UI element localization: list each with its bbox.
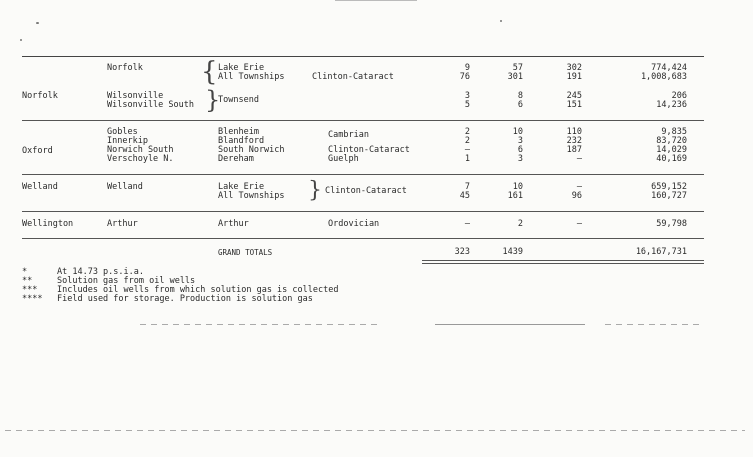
location-name: Lake Erie (218, 63, 265, 73)
col3-value: 96 (571, 191, 582, 201)
col3-value: – (576, 182, 582, 192)
faint-rule (5, 430, 745, 431)
footnote-mark: *** (22, 285, 38, 295)
district-name: Norfolk (22, 91, 58, 101)
district-name: Wellington (22, 219, 74, 229)
pool-name: Arthur (107, 219, 138, 229)
col2-value: 3 (517, 136, 523, 146)
col1-value: – (464, 145, 470, 155)
location-name: All Townships (218, 72, 285, 82)
col2-value: 161 (507, 191, 523, 201)
formation-name: Clinton-Cataract (328, 145, 410, 155)
formation-name: Clinton-Cataract (325, 186, 407, 196)
col2-value: 10 (512, 182, 523, 192)
col1-value: 7 (464, 182, 470, 192)
right-brace: } (205, 86, 221, 114)
col4-value: 83,720 (656, 136, 687, 146)
col3-value: 245 (566, 91, 582, 101)
footnote-text: Includes oil wells from which solution gas is collected (57, 285, 339, 295)
footnote-mark: **** (22, 294, 43, 304)
row-divider (22, 211, 704, 212)
col3-value: 302 (566, 63, 582, 73)
col3-value: 191 (566, 72, 582, 82)
col1-value: 1 (464, 154, 470, 164)
pool-name: Innerkip (107, 136, 148, 146)
col1-value: – (464, 219, 470, 229)
footnote-text: Field used for storage. Production is solution gas (57, 294, 313, 304)
col4-value: 14,029 (656, 145, 687, 155)
row-divider (22, 174, 704, 175)
total-col4: 16,167,731 (635, 247, 687, 257)
formation-name: Clinton-Cataract (312, 72, 394, 82)
col3-value: 187 (566, 145, 582, 155)
location-name: Blenheim (218, 127, 259, 137)
pool-name: Norfolk (107, 63, 143, 73)
row-divider (22, 238, 704, 239)
formation-name: Guelph (328, 154, 359, 164)
pool-name: Wilsonville (107, 91, 164, 101)
col4-value: 14,236 (656, 100, 687, 110)
col4-value: 1,008,683 (640, 72, 687, 82)
col4-value: 160,727 (651, 191, 687, 201)
grand-totals-label: GRAND TOTALS (218, 248, 273, 257)
totals-double-rule (422, 263, 704, 264)
location-name: All Townships (218, 191, 285, 201)
col1-value: 76 (459, 72, 470, 82)
scan-speck (500, 20, 502, 22)
scan-speck (20, 39, 22, 41)
col2-value: 6 (517, 145, 523, 155)
col4-value: 59,798 (656, 219, 687, 229)
faint-rule (140, 324, 380, 325)
formation-name: Cambrian (328, 130, 369, 140)
pool-name: Verschoyle N. (107, 154, 174, 164)
pool-name: Welland (107, 182, 143, 192)
col4-value: 206 (671, 91, 687, 101)
col1-value: 9 (464, 63, 470, 73)
totals-double-rule (422, 260, 704, 261)
location-name: South Norwich (218, 145, 285, 155)
col3-value: – (576, 154, 582, 164)
col3-value: – (576, 219, 582, 229)
col2-value: 301 (507, 72, 523, 82)
col1-value: 3 (464, 91, 470, 101)
col1-value: 2 (464, 136, 470, 146)
col3-value: 151 (566, 100, 582, 110)
col4-value: 40,169 (656, 154, 687, 164)
col3-value: 232 (566, 136, 582, 146)
col2-value: 3 (517, 154, 523, 164)
total-col1: 323 (454, 247, 470, 257)
col1-value: 2 (464, 127, 470, 137)
footnote-mark: ** (22, 276, 33, 286)
scan-speck (36, 22, 39, 24)
formation-name: Ordovician (328, 219, 380, 229)
right-brace: } (308, 178, 322, 203)
footnote-text: At 14.73 p.s.i.a. (57, 267, 144, 277)
location-name: Lake Erie (218, 182, 265, 192)
col1-value: 5 (464, 100, 470, 110)
col4-value: 774,424 (651, 63, 687, 73)
col2-value: 2 (517, 219, 523, 229)
col2-value: 10 (512, 127, 523, 137)
table-top-rule (22, 56, 704, 57)
col4-value: 9,835 (661, 127, 687, 137)
footnote-text: Solution gas from oil wells (57, 276, 196, 286)
col1-value: 45 (459, 191, 470, 201)
col3-value: 110 (566, 127, 582, 137)
location-name: Dereham (218, 154, 254, 164)
district-name: Oxford (22, 146, 53, 156)
faint-rule (435, 324, 585, 325)
location-name: Townsend (218, 95, 259, 105)
pool-name: Wilsonville South (107, 100, 194, 110)
col2-value: 57 (512, 63, 523, 73)
location-name: Blandford (218, 136, 265, 146)
district-name: Welland (22, 182, 58, 192)
total-col2: 1439 (502, 247, 523, 257)
location-name: Arthur (218, 219, 249, 229)
faint-rule (605, 324, 700, 325)
pool-name: Norwich South (107, 145, 174, 155)
pool-name: Gobles (107, 127, 138, 137)
col2-value: 6 (517, 100, 523, 110)
top-edge-mark (335, 0, 417, 1)
footnote-mark: * (22, 267, 28, 277)
col4-value: 659,152 (651, 182, 687, 192)
row-divider (22, 120, 704, 121)
col2-value: 8 (517, 91, 523, 101)
left-brace: { (201, 57, 218, 87)
